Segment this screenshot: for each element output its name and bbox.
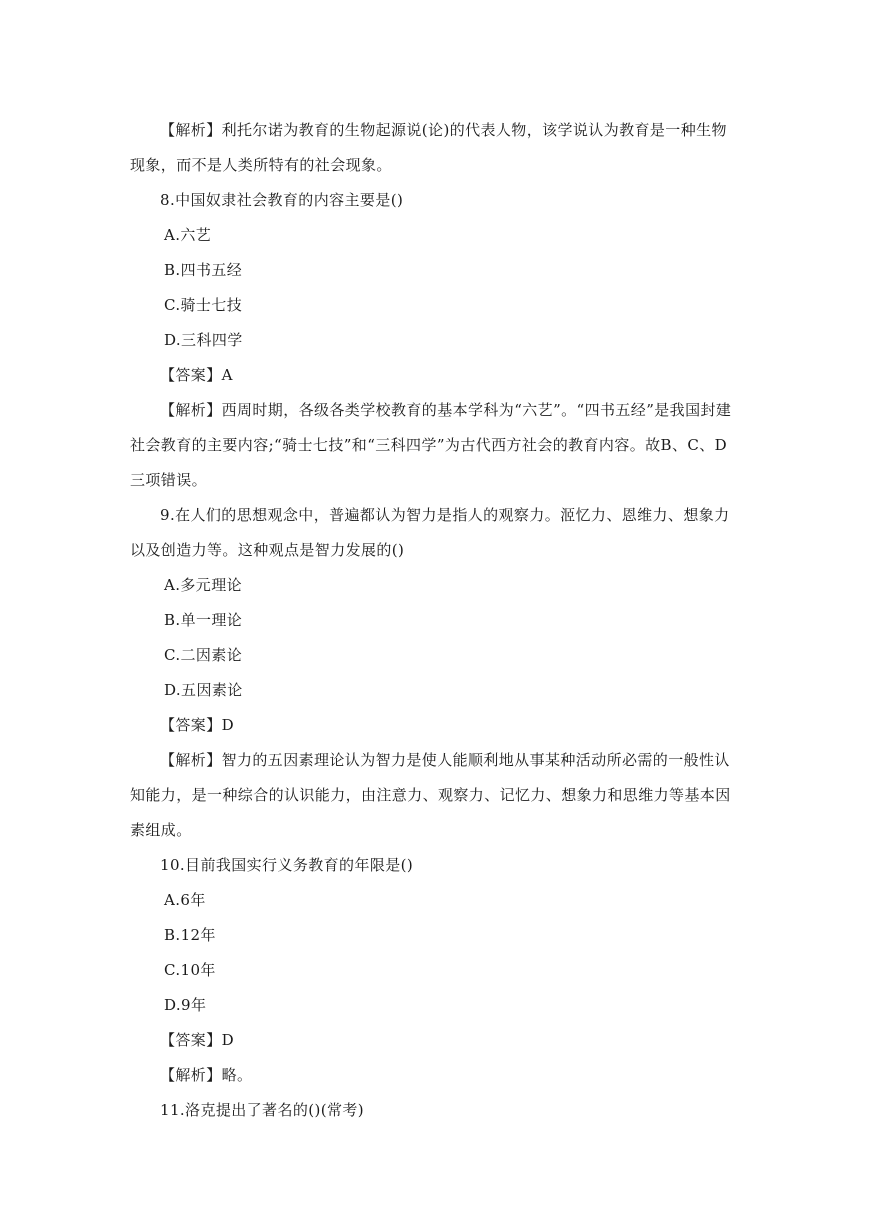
question-9: 9.在人们的思想观念中，普遍都认为智力是指人的观察力。洍忆力、恩维力、想象力以及创造力等。这种观点是智力发展的() (130, 506, 730, 559)
option-c: C.骑士七技 (164, 296, 243, 314)
option-a: A.6年 (164, 891, 206, 909)
analysis-10: 【解析】略。 (160, 1066, 253, 1084)
option-b: B.12年 (164, 926, 216, 944)
option-b: B.四书五经 (164, 261, 243, 279)
question-11: 11.洛克提出了著名的()(常考) (160, 1101, 365, 1119)
option-a: A.多元理论 (164, 576, 243, 594)
answer-8: 【答案】A (160, 366, 233, 384)
answer-10: 【答案】D (160, 1031, 235, 1049)
option-a: A.六艺 (164, 226, 212, 244)
option-b: B.单一理论 (164, 611, 243, 629)
analysis-8: 【解析】西周时期，各级各类学校教育的基本学科为“六艺”。“四书五经”是我国封建社会教育的主要内容;“骑士七技”和“三科四学”为古代西方社会的教育内容。故B、C、D三项错误。 (130, 401, 732, 489)
option-d: D.三科四学 (164, 331, 243, 349)
analysis-9: 【解析】智力的五因素理论认为智力是使人能顺利地从事某种活动所必需的一般性认知能力，是一种综合的认识能力，由注意力、观察力、记忆力、想象力和思维力等基本因素组成。 (130, 751, 731, 839)
analysis-paragraph: 【解析】利托尔诺为教育的生物起源说(论)的代表人物，该学说认为教育是一种生物现象，而不是人类所特有的社会现象。 (130, 121, 727, 174)
option-d: D.五因素论 (164, 681, 243, 699)
option-c: C.10年 (164, 961, 216, 979)
answer-9: 【答案】D (160, 716, 235, 734)
option-d: D.9年 (164, 996, 207, 1014)
option-c: C.二因素论 (164, 646, 243, 664)
document-body (130, 113, 742, 1128)
question-8: 8.中国奴隶社会教育的内容主要是() (160, 191, 404, 209)
question-10: 10.目前我国实行义务教育的年限是() (160, 856, 414, 874)
